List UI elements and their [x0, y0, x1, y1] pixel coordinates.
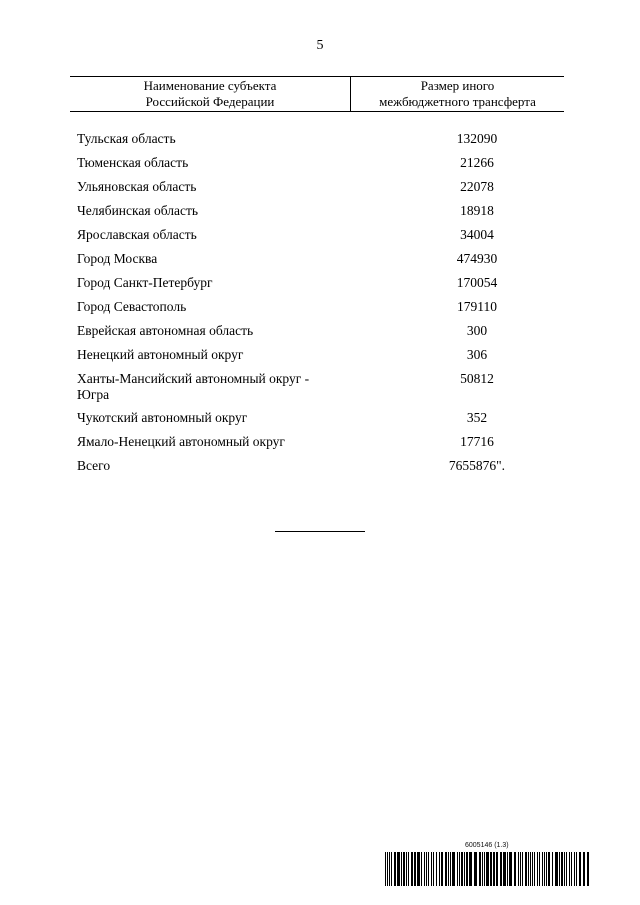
header-subject-name-line1: Наименование субъекта	[143, 78, 277, 93]
transfer-amount: 300	[466, 323, 488, 338]
subject-name-line: Всего	[77, 458, 111, 473]
subject-name-line: Чукотский автономный округ	[77, 410, 248, 425]
subject-name	[77, 323, 347, 339]
transfer-amount: 179110	[457, 299, 497, 314]
subject-name	[77, 434, 347, 450]
subject-name	[77, 371, 347, 403]
barcode-caption: 6005146 (1.3)	[465, 842, 509, 849]
transfer-amount: 17716	[460, 434, 494, 449]
header-subject-name	[70, 77, 351, 111]
transfer-amount: 50812	[460, 371, 494, 386]
subject-name-line: Ханты-Мансийский автономный округ -	[77, 371, 310, 386]
subject-name-line: Город Москва	[77, 251, 158, 266]
subject-name	[77, 131, 347, 147]
subject-name-line: Ямало-Ненецкий автономный округ	[77, 434, 285, 449]
subject-name	[77, 275, 347, 291]
subject-name	[77, 458, 347, 474]
transfer-amount: 170054	[456, 275, 498, 290]
subject-name	[77, 203, 347, 219]
subject-name-line: Ненецкий автономный округ	[77, 347, 244, 362]
subject-name	[77, 410, 347, 426]
subject-name	[77, 347, 347, 363]
subject-name-line: Город Санкт-Петербург	[77, 275, 213, 290]
header-transfer-size	[351, 77, 564, 111]
closing-rule	[275, 531, 365, 532]
subject-name-line: Югра	[77, 387, 110, 402]
subject-name-line: Тюменская область	[77, 155, 189, 170]
subject-name-line: Челябинская область	[77, 203, 199, 218]
barcode-bars	[383, 852, 593, 886]
transfer-amount: 7655876".	[448, 458, 506, 473]
subject-name-line: Ульяновская область	[77, 179, 197, 194]
header-subject-name-line2: Российской Федерации	[145, 94, 275, 109]
header-transfer-size-line2: межбюджетного трансферта	[379, 94, 536, 109]
subject-name-line: Еврейская автономная область	[77, 323, 254, 338]
subject-name-line: Тульская область	[77, 131, 176, 146]
subject-name	[77, 179, 347, 195]
header-transfer-size-line1: Размер иного	[420, 78, 495, 93]
transfer-amount: 474930	[456, 251, 498, 266]
transfer-amount: 22078	[460, 179, 494, 194]
transfer-amount: 352	[466, 410, 488, 425]
page-number: 5	[316, 38, 324, 53]
transfer-amount: 306	[466, 347, 488, 362]
barcode	[383, 842, 593, 888]
transfer-amount: 132090	[456, 131, 498, 146]
subject-name	[77, 227, 347, 243]
transfer-amount: 21266	[460, 155, 494, 170]
subject-name-line: Город Севастополь	[77, 299, 187, 314]
subject-name-line: Ярославская область	[77, 227, 197, 242]
subject-name	[77, 299, 347, 315]
table-header	[70, 76, 564, 112]
subject-name	[77, 155, 347, 171]
subject-name	[77, 251, 347, 267]
transfer-amount: 18918	[460, 203, 494, 218]
transfer-amount: 34004	[460, 227, 494, 242]
